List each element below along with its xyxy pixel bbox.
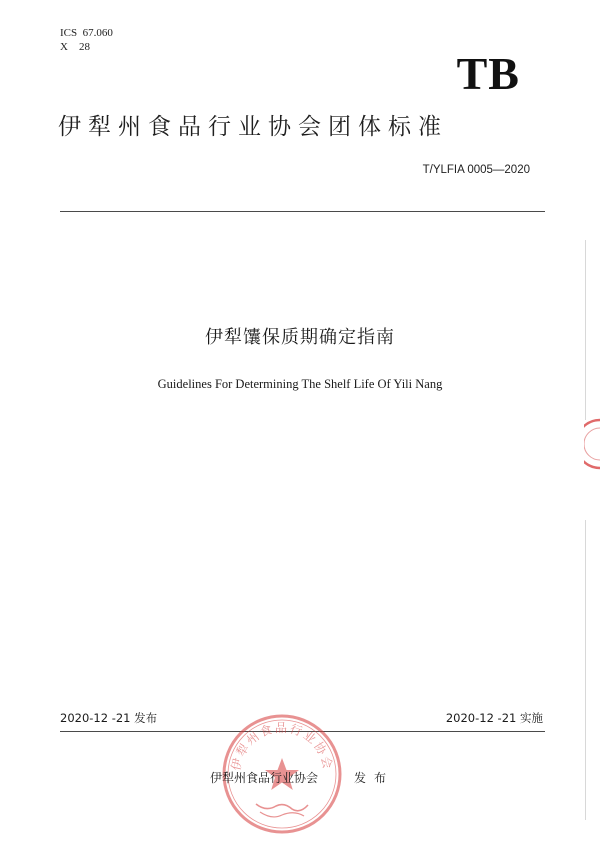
publish-label: 发布 bbox=[354, 771, 395, 785]
ccs-code: X 28 bbox=[60, 41, 90, 53]
edge-stamp-fragment bbox=[584, 418, 600, 470]
tb-logo: TB bbox=[456, 48, 520, 99]
scan-margin-mark bbox=[585, 240, 586, 420]
ics-code: ICS 67.060 bbox=[60, 27, 113, 39]
standard-number: T/YLFIA 0005—2020 bbox=[422, 164, 530, 176]
seal-arc-text: 伊犁州食品行业协会 bbox=[228, 721, 336, 772]
publisher-name: 伊犁州食品行业协会 bbox=[210, 771, 319, 785]
scan-margin-mark bbox=[585, 520, 586, 820]
implementation-date: 2020-12 -21 实施 bbox=[445, 711, 543, 725]
document-title-english: Guidelines For Determining The Shelf Life Of Yili Nang bbox=[157, 377, 443, 391]
document-title-chinese: 伊犁馕保质期确定指南 bbox=[205, 327, 395, 348]
issue-date: 2020-12 -21 发布 bbox=[60, 711, 158, 725]
top-divider bbox=[60, 211, 545, 212]
organization-standard-title: 伊犁州食品行业协会团体标准 bbox=[58, 114, 448, 140]
seal-bottom-script bbox=[256, 804, 308, 811]
